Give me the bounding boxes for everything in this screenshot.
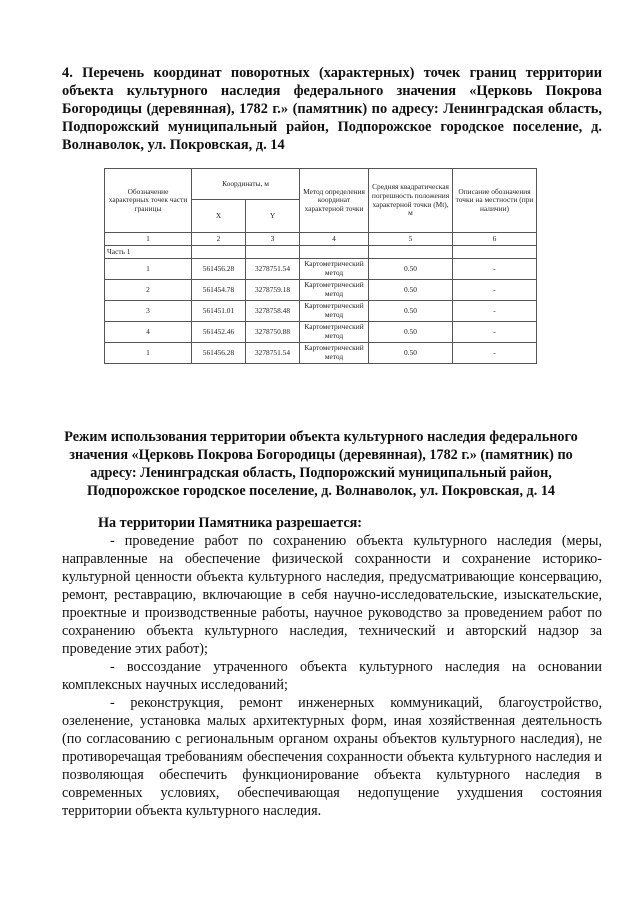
table-row	[105, 343, 537, 364]
cell-point: 4	[105, 322, 192, 343]
cell-description: -	[453, 280, 537, 301]
cell-x: 561456.28	[192, 343, 246, 364]
cell-point: 3	[105, 301, 192, 322]
cell-error: 0.50	[369, 280, 453, 301]
cell-method: Картометрический метод	[300, 301, 369, 322]
section-heading-usage-regime: Режим использования территории объекта культурного наследия федерального значения «Церковь Покрова Богородицы (деревянная), 1782 г.» (памятник) по адресу: Ленинградская область, Подпорожский муниципальный район, Подпорожское городское поселение, д. Волнаволок, ул. Покровская, д. 14	[64, 429, 578, 499]
permitted-activities-list	[62, 532, 602, 820]
cell-description: -	[453, 322, 537, 343]
column-number-row	[105, 233, 537, 246]
permitted-subheading: На территории Памятника разрешается:	[98, 515, 363, 531]
cell-method: Картометрический метод	[300, 343, 369, 364]
table-row	[105, 322, 537, 343]
cell-point: 2	[105, 280, 192, 301]
cell-x: 561452.46	[192, 322, 246, 343]
part-row	[105, 246, 537, 259]
cell-y: 3278758.48	[246, 301, 300, 322]
table-row	[105, 259, 537, 280]
cell-y: 3278751.54	[246, 343, 300, 364]
cell-error: 0.50	[369, 301, 453, 322]
cell-error: 0.50	[369, 259, 453, 280]
header-x: X	[192, 200, 246, 233]
header-y: Y	[246, 200, 300, 233]
list-item: - воссоздание утраченного объекта культурного наследия на основании комплексных научных исследований;	[62, 659, 602, 693]
cell-x: 561454.78	[192, 280, 246, 301]
header-point-designation: Обозначение характерных точек части границы	[105, 169, 192, 233]
cell-error: 0.50	[369, 343, 453, 364]
coordinates-table	[104, 168, 537, 364]
column-number: 6	[453, 233, 537, 246]
cell-y: 3278751.54	[246, 259, 300, 280]
cell-point: 1	[105, 343, 192, 364]
coordinates-table-container	[104, 168, 536, 364]
cell-x: 561456.28	[192, 259, 246, 280]
cell-error: 0.50	[369, 322, 453, 343]
cell-y: 3278750.88	[246, 322, 300, 343]
list-item: - проведение работ по сохранению объекта культурного наследия (меры, направленные на обеспечение физической сохранности и сохранение историко-культурной ценности объекта культурного наследия, предусматривающие консервацию, ремонт, реставрацию, включающие в себя научно-исследовательские, изыскательские, проектные и производственные работы, научное руководство за проведением работ по сохранению объекта культурного наследия, технический и авторский надзор за проведение этих работ);	[62, 533, 602, 657]
column-number: 4	[300, 233, 369, 246]
cell-description: -	[453, 343, 537, 364]
header-accuracy: Средняя квадратическая погрешность положения характерной точки (Mt), м	[369, 169, 453, 233]
list-item: - реконструкция, ремонт инженерных коммуникаций, благоустройство, озеленение, установка малых архитектурных форм, иная хозяйственная деятельность (по согласованию с региональным органом охраны объектов культурного наследия), не противоречащая требованиям обеспечения сохранности объекта культурного наследия и позволяющая обеспечить функционирование объекта культурного наследия в современных условиях, обеспечивающая недопущение ухудшения состояния территории объекта культурного наследия.	[62, 695, 602, 819]
table-row	[105, 301, 537, 322]
cell-method: Картометрический метод	[300, 280, 369, 301]
section-heading-coordinates: 4. Перечень координат поворотных (характерных) точек границ территории объекта культурного наследия федерального значения «Церковь Покрова Богородицы (деревянная), 1782 г.» (памятник) по адресу: Ленинградская область, Подпорожский муниципальный район, Подпорожское городское поселение, д. Волнаволок, ул. Покровская, д. 14	[62, 65, 602, 153]
table-header-row	[105, 169, 537, 200]
column-number: 2	[192, 233, 246, 246]
part-label: Часть 1	[105, 246, 192, 259]
cell-method: Картометрический метод	[300, 322, 369, 343]
column-number: 5	[369, 233, 453, 246]
header-coordinates: Координаты, м	[192, 169, 300, 200]
column-number: 3	[246, 233, 300, 246]
cell-point: 1	[105, 259, 192, 280]
cell-description: -	[453, 259, 537, 280]
cell-description: -	[453, 301, 537, 322]
cell-x: 561451.01	[192, 301, 246, 322]
cell-y: 3278759.18	[246, 280, 300, 301]
cell-method: Картометрический метод	[300, 259, 369, 280]
header-description: Описание обозначения точки на местности (при наличии)	[453, 169, 537, 233]
column-number: 1	[105, 233, 192, 246]
table-row	[105, 280, 537, 301]
header-method: Метод определения координат характерной точки	[300, 169, 369, 233]
